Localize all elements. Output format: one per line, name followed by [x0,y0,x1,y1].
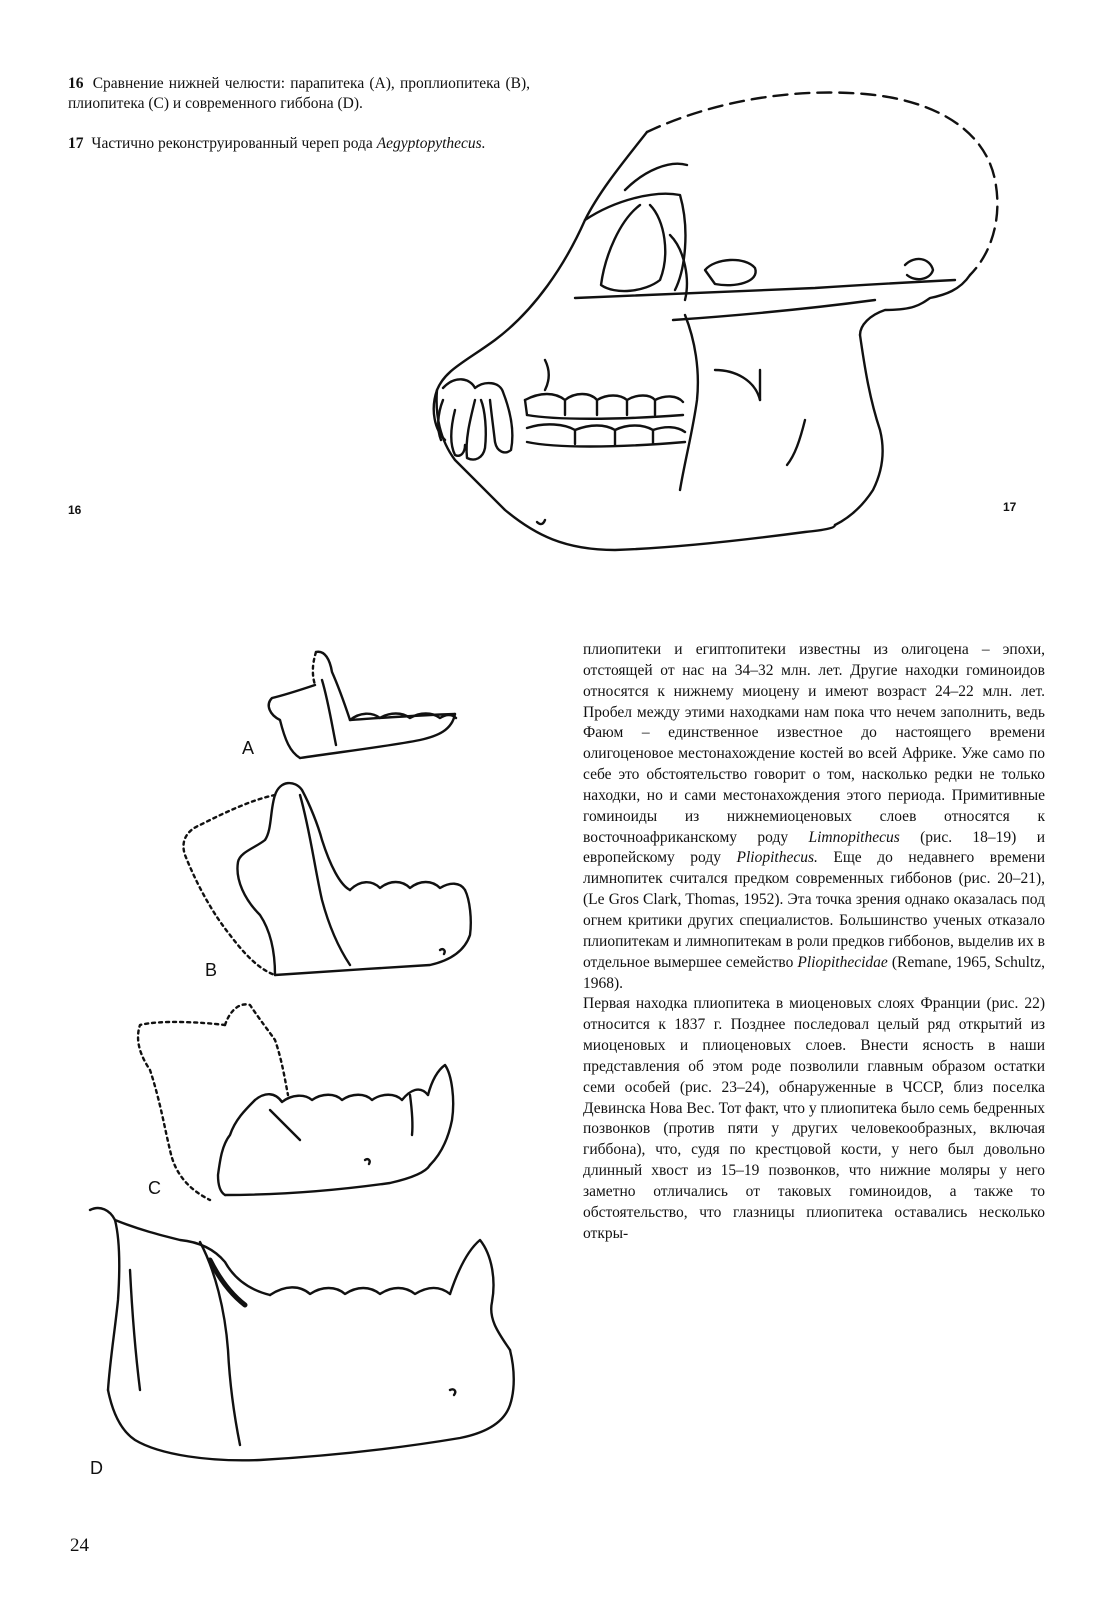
genus-name: Limnopithecus [808,828,900,846]
body-text [583,640,1045,1244]
body-text-segment: (Remane, 1965, Schultz, 1968). [583,953,1046,992]
body-text-segment: Еще до недавнего времени лимнопитек считался предком современных гиббонов (рис. 20–21), (Le Gros Clark, Thomas, 1952). Эта точка зрения однако оказалась под огнем критики других специалистов. Большинство ученых отказало плиопитекам и лимнопитекам в роли предков гиббонов, выделив их в отдельное вымершее семейство [583,849,1046,971]
body-paragraph-1 [583,640,1045,994]
mandible-label-b: B [205,960,218,980]
mandible-b [183,783,470,975]
mandible-label-a: A [242,738,255,758]
mandible-d [90,1208,514,1460]
skull-illustration [415,70,1045,590]
mandible-a [269,652,456,758]
body-paragraph-2: Первая находка плиопитека в миоценовых слоях Франции (рис. 22) относится к 1837 г. Позднее последовал целый ряд открытий из миоценовых и плиоценовых слоев. Внести ясность в наши представления об этом роде позволили главным образом остатки семи особей (рис. 23–24), обнаруженные в ЧССР, близ поселка Девинска Нова Вес. Тот факт, что у плиопитека было семь бедренных позвонков (против пяти у других человекообразных, включая гиббона), что, судя по крестцовой кости, у него был довольно длинный хвост из 15–19 позвонков, что нижние моляры у него заметно отличались от таковых гоминоидов, а также то обстоятельство, что глазницы плиопитека оставались несколько откры- [583,995,1045,1242]
caption-number: 17 [68,135,84,152]
genus-name: Pliopithecus. [736,849,818,867]
mandible-label-c: C [148,1178,161,1198]
page-number: 24 [70,1535,89,1556]
caption-text: Частично реконструированный череп рода [91,135,373,152]
mandible-label-d: D [90,1458,103,1478]
mandible-c [138,1004,453,1200]
caption-number: 16 [68,75,84,92]
caption-text: Сравнение нижней челюсти: парапитека (А), проплиопитека (В), плиопитека (С) и современного гиббона (D). [68,75,530,112]
body-text-segment: (рис. 18–19) и европейскому роду [583,828,1045,867]
figure-label-16: 16 [68,503,82,517]
reconstructed-cranium-outline [647,93,997,275]
body-text-segment: плиопитеки и египтопитеки известны из олигоцена – эпохи, отстоящей от нас на 34–32 млн. лет. Другие находки гоминоидов относятся к нижнему миоцену и имеют возраст 24–22 млн. лет. Пробел между этими находками нам пока что нечем заполнить, ведь Фаюм – единственное известное до настоящего времени олигоценовое местонахождение костей во всей Африке. Уже само по себе это обстоятельство говорит о том, насколько редки не только находки, но и сами местонахождения этого периода. Примитивные гоминоиды из нижнемиоценовых слоев относятся к восточноафриканскому роду [583,641,1045,846]
mandible-comparison-illustration [60,630,560,1530]
caption-genus: Aegyptopythecus. [376,135,486,152]
figure-label-17: 17 [1003,500,1017,514]
family-name: Pliopithecidae [797,953,888,971]
